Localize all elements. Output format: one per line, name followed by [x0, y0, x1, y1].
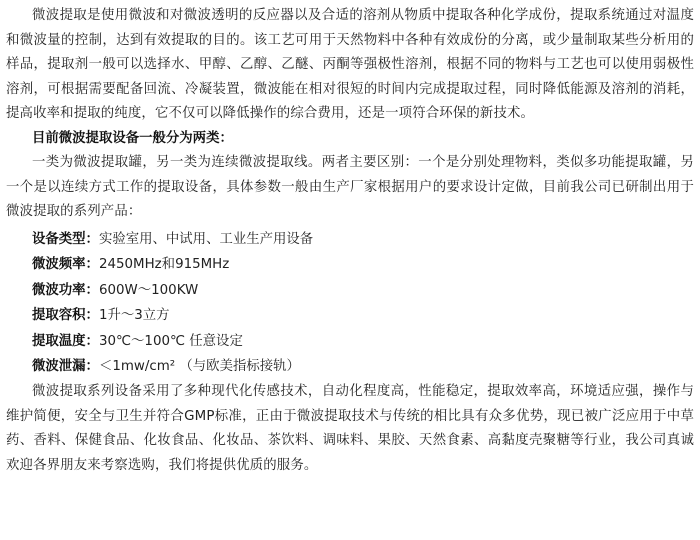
- spec-label: 提取容积：: [32, 308, 99, 324]
- spec-label: 微波泄漏：: [32, 359, 99, 375]
- spec-value: 30℃～100℃ 任意设定: [98, 333, 243, 349]
- spec-label: 微波功率：: [32, 282, 99, 298]
- spec-label: 设备类型：: [32, 231, 99, 247]
- spec-label: 微波频率：: [32, 257, 99, 273]
- spec-row-temperature: [32, 329, 694, 355]
- spec-list: [6, 227, 694, 381]
- section-heading: 目前微波提取设备一般分为两类：: [32, 130, 233, 146]
- spec-row-leakage: [32, 354, 694, 380]
- equipment-types-paragraph: 一类为微波提取罐，另一类为连续微波提取线。两者主要区别：一个是分别处理物料，类似多功能提取罐，另一个是以连续方式工作的提取设备，具体参数一般由生产厂家根据用户的要求设计定做，目前我公司已研制出用于微波提取的系列产品：: [6, 155, 694, 219]
- spec-value: 实验室用、中试用、工业生产用设备: [98, 231, 314, 247]
- spec-row-frequency: [32, 252, 694, 278]
- spec-row-type: [32, 227, 694, 253]
- spec-label: 提取温度：: [32, 333, 99, 349]
- intro-paragraph: 微波提取是使用微波和对微波透明的反应器以及合适的溶剂从物质中提取各种化学成份，提取系统通过对温度和微波量的控制，达到有效提取的目的。该工艺可用于天然物料中各种有效成份的分离，或少量制取某些分析用的样品，提取剂一般可以选择水、甲醇、乙醇、乙醚、丙酮等强极性溶剂，根据不同的物料与工艺也可以使用弱极性溶剂，可根据需要配备回流、冷凝装置，微波能在相对很短的时间内完成提取过程，同时降低能源及溶剂的消耗，提高收率和提取的纯度，它不仅可以降低操作的综合费用，还是一项符合环保的新技术。: [6, 8, 694, 121]
- spec-value: 600W～100KW: [98, 282, 199, 298]
- spec-value: ＜1mw/cm² （与欧美指标接轨）: [98, 359, 300, 375]
- spec-value: 2450MHz和915MHz: [98, 257, 230, 273]
- spec-row-power: [32, 278, 694, 304]
- spec-value: 1升～3立方: [98, 308, 170, 324]
- closing-paragraph: 微波提取系列设备采用了多种现代化传感技术，自动化程度高，性能稳定，提取效率高，环境适应强，操作与维护简便，安全与卫生并符合GMP标准，正由于微波提取技术与传统的相比具有众多优势，现已被广泛应用于中草药、香料、保健食品、化妆食品、化妆品、茶饮料、调味料、果胶、天然食素、高黏度壳聚糖等行业，我公司真诚欢迎各界朋友来考察选购，我们将提供优质的服务。: [6, 384, 694, 473]
- spec-row-volume: [32, 303, 694, 329]
